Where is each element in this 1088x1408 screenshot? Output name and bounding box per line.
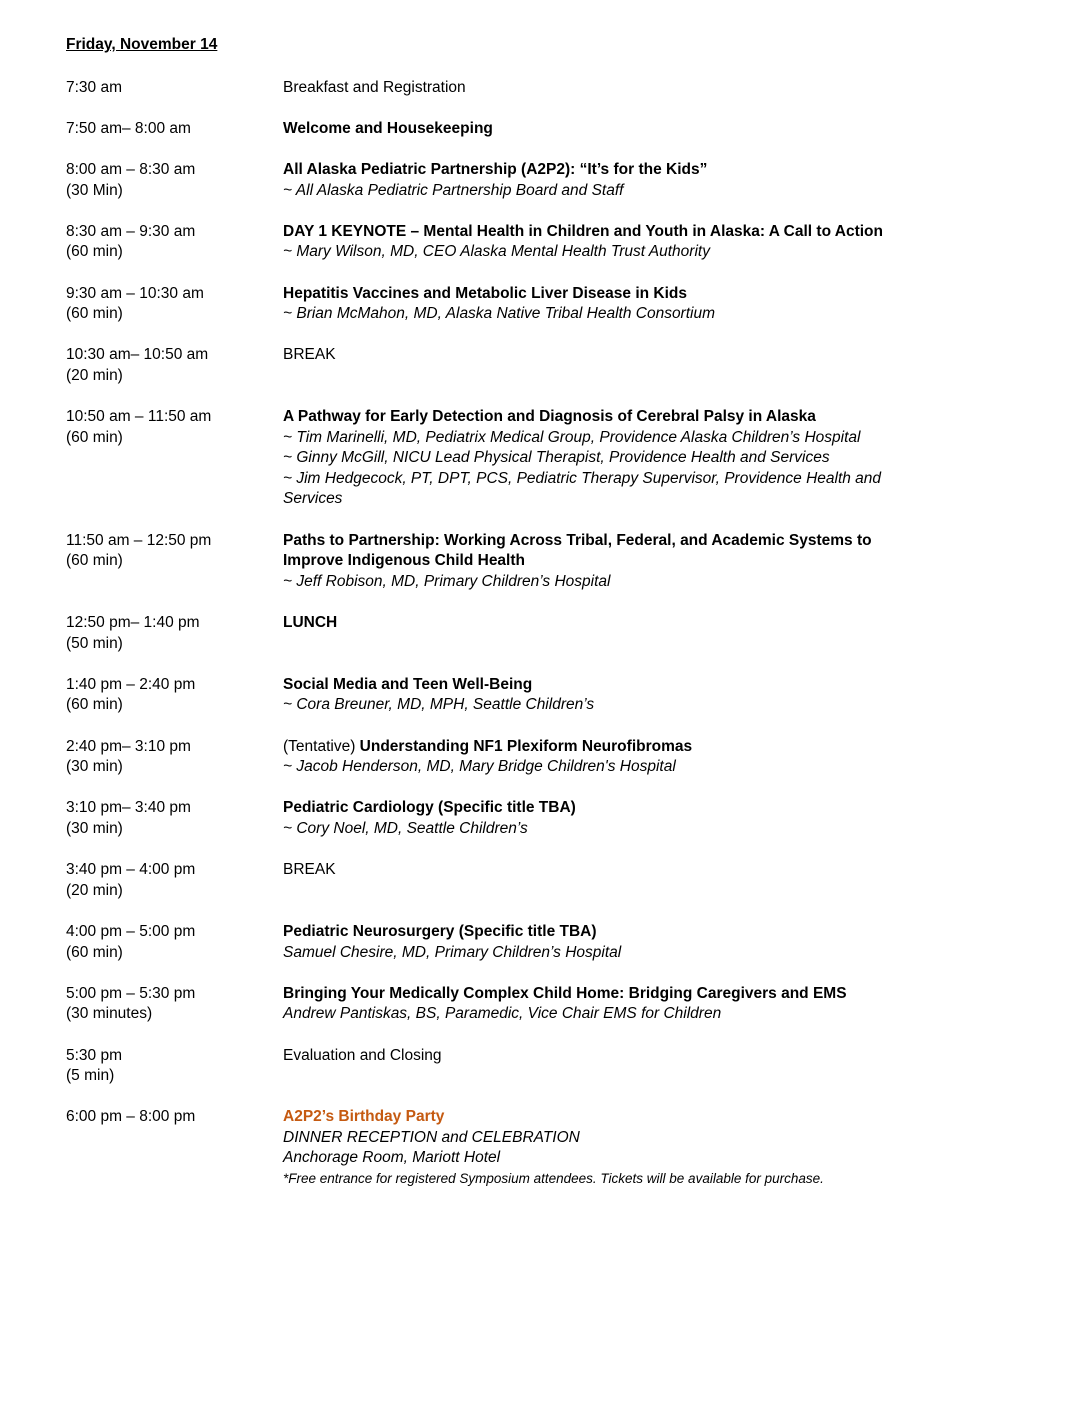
- event-line: [283, 345, 1048, 366]
- event-description-column: [283, 922, 1048, 963]
- event-time: 7:30 am: [66, 78, 123, 96]
- event-description-column: [283, 531, 1048, 593]
- event-line: [283, 613, 1048, 634]
- event-description-column: [283, 407, 1048, 510]
- event-line: [283, 1148, 1048, 1169]
- event-line: [283, 922, 1048, 943]
- event-text-segment: ~ Cory Noel, MD, Seattle Children’s: [283, 819, 528, 837]
- event-line: [283, 675, 1048, 696]
- schedule-row: [66, 737, 1048, 778]
- event-text-segment: Pediatric Cardiology (Specific title TBA): [283, 799, 576, 817]
- event-line: [283, 489, 1048, 510]
- event-line: [283, 943, 1048, 964]
- event-duration: (60 min): [66, 552, 123, 570]
- event-line: [283, 428, 1048, 449]
- event-text-segment: Andrew Pantiskas, BS, Paramedic, Vice Chair EMS for Children: [283, 1005, 722, 1023]
- event-text-segment: Pediatric Neurosurgery (Specific title TBA): [283, 922, 597, 940]
- schedule-row: [66, 531, 1048, 593]
- event-description-column: [283, 160, 1048, 201]
- event-description-column: [283, 78, 1048, 99]
- event-line: [283, 531, 1048, 552]
- event-line: [283, 407, 1048, 428]
- event-text-segment: ~ All Alaska Pediatric Partnership Board and Staff: [283, 181, 624, 199]
- schedule-row: [66, 222, 1048, 263]
- event-text-segment: ~ Jacob Henderson, MD, Mary Bridge Children's Hospital: [283, 758, 676, 776]
- event-duration: (60 min): [66, 428, 123, 446]
- event-time-column: [66, 922, 283, 963]
- event-line: [283, 469, 1048, 490]
- event-duration: (20 min): [66, 881, 123, 899]
- event-line: [283, 695, 1048, 716]
- event-time-column: [66, 1107, 283, 1128]
- event-time-column: [66, 737, 283, 778]
- event-description-column: [283, 798, 1048, 839]
- event-duration: (30 min): [66, 758, 123, 776]
- schedule-row: [66, 860, 1048, 901]
- event-line: [283, 78, 1048, 99]
- event-text-segment: Breakfast and Registration: [283, 78, 466, 96]
- event-description-column: [283, 119, 1048, 140]
- event-line: [283, 757, 1048, 778]
- event-line: [283, 448, 1048, 469]
- event-description-column: [283, 860, 1048, 881]
- event-line: [283, 284, 1048, 305]
- schedule-row: [66, 1107, 1048, 1189]
- event-time: 6:00 pm – 8:00 pm: [66, 1108, 196, 1126]
- event-time: 3:40 pm – 4:00 pm: [66, 861, 196, 879]
- event-time-column: [66, 531, 283, 572]
- schedule-row: [66, 675, 1048, 716]
- event-text-segment: Services: [283, 490, 343, 508]
- event-text-segment: DAY 1 KEYNOTE – Mental Health in Children and Youth in Alaska: A Call to Action: [283, 222, 883, 240]
- event-duration: (20 min): [66, 366, 123, 384]
- event-line: [283, 160, 1048, 181]
- event-description-column: [283, 222, 1048, 263]
- event-time: 7:50 am– 8:00 am: [66, 119, 191, 137]
- event-time: 11:50 am – 12:50 pm: [66, 531, 212, 549]
- event-time: 3:10 pm– 3:40 pm: [66, 799, 191, 817]
- schedule-row: [66, 613, 1048, 654]
- event-time-column: [66, 407, 283, 448]
- event-time-column: [66, 613, 283, 654]
- event-text-segment: Welcome and Housekeeping: [283, 119, 493, 137]
- schedule-row: [66, 922, 1048, 963]
- event-text-segment: Bringing Your Medically Complex Child Home: Bridging Caregivers and EMS: [283, 984, 847, 1002]
- schedule-row: [66, 1046, 1048, 1087]
- event-line: [283, 1004, 1048, 1025]
- event-description-column: [283, 1107, 1048, 1189]
- event-duration: (60 min): [66, 943, 123, 961]
- event-line: [283, 1169, 1048, 1190]
- event-time-column: [66, 798, 283, 839]
- event-time: 10:50 am – 11:50 am: [66, 408, 212, 426]
- event-text-segment: Evaluation and Closing: [283, 1046, 442, 1064]
- event-time-column: [66, 984, 283, 1025]
- event-description-column: [283, 984, 1048, 1025]
- event-text-segment: Understanding NF1 Plexiform Neurofibromas: [359, 737, 693, 755]
- event-text-segment: ~ Tim Marinelli, MD, Pediatrix Medical Group, Providence Alaska Children’s Hospital: [283, 428, 861, 446]
- event-time-column: [66, 284, 283, 325]
- event-description-column: [283, 284, 1048, 325]
- event-line: [283, 181, 1048, 202]
- event-text-segment: A2P2’s Birthday Party: [283, 1108, 445, 1126]
- schedule-row: [66, 407, 1048, 510]
- event-text-segment: BREAK: [283, 346, 336, 364]
- event-line: [283, 304, 1048, 325]
- event-description-column: [283, 613, 1048, 634]
- page-title: Friday, November 14: [66, 36, 218, 53]
- event-text-segment: BREAK: [283, 861, 336, 879]
- event-duration: (30 Min): [66, 181, 123, 199]
- event-time: 5:00 pm – 5:30 pm: [66, 984, 196, 1002]
- event-line: [283, 737, 1048, 758]
- event-text-segment: ~ Cora Breuner, MD, MPH, Seattle Children’s: [283, 696, 595, 714]
- event-time-column: [66, 860, 283, 901]
- event-duration: (60 min): [66, 305, 123, 323]
- event-time-column: [66, 222, 283, 263]
- event-time: 4:00 pm – 5:00 pm: [66, 922, 196, 940]
- event-line: [283, 819, 1048, 840]
- event-time-column: [66, 119, 283, 140]
- event-time: 8:00 am – 8:30 am: [66, 160, 196, 178]
- event-text-segment: ~ Jeff Robison, MD, Primary Children’s Hospital: [283, 572, 611, 590]
- event-time: 1:40 pm – 2:40 pm: [66, 675, 196, 693]
- event-text-segment: ~ Jim Hedgecock, PT, DPT, PCS, Pediatric Therapy Supervisor, Providence Health and: [283, 469, 882, 487]
- event-text-segment: DINNER RECEPTION and CELEBRATION: [283, 1128, 580, 1146]
- event-time: 2:40 pm– 3:10 pm: [66, 737, 191, 755]
- event-text-segment: ~ Ginny McGill, NICU Lead Physical Therapist, Providence Health and Services: [283, 449, 830, 467]
- event-duration: (60 min): [66, 696, 123, 714]
- event-text-segment: ~ Brian McMahon, MD, Alaska Native Tribal Health Consortium: [283, 305, 716, 323]
- event-line: [283, 984, 1048, 1005]
- event-description-column: [283, 675, 1048, 716]
- event-time-column: [66, 160, 283, 201]
- event-text-segment: Samuel Chesire, MD, Primary Children’s Hospital: [283, 943, 622, 961]
- event-time: 9:30 am – 10:30 am: [66, 284, 204, 302]
- event-line: [283, 798, 1048, 819]
- event-text-segment: Social Media and Teen Well-Being: [283, 675, 533, 693]
- event-time-column: [66, 345, 283, 386]
- event-text-segment: All Alaska Pediatric Partnership (A2P2): “It’s for the Kids”: [283, 160, 708, 178]
- event-duration: (5 min): [66, 1067, 115, 1085]
- event-line: [283, 119, 1048, 140]
- schedule-row: [66, 160, 1048, 201]
- event-time-column: [66, 1046, 283, 1087]
- event-line: [283, 860, 1048, 881]
- event-duration: (50 min): [66, 634, 123, 652]
- event-text-segment: A Pathway for Early Detection and Diagnosis of Cerebral Palsy in Alaska: [283, 408, 816, 426]
- event-text-segment: LUNCH: [283, 614, 338, 632]
- event-description-column: [283, 1046, 1048, 1067]
- event-duration: (60 min): [66, 243, 123, 261]
- event-text-segment: ~ Mary Wilson, MD, CEO Alaska Mental Health Trust Authority: [283, 243, 710, 261]
- schedule-row: [66, 78, 1048, 99]
- event-line: [283, 242, 1048, 263]
- event-time: 5:30 pm: [66, 1046, 123, 1064]
- event-line: [283, 572, 1048, 593]
- event-description-column: [283, 737, 1048, 778]
- event-text-segment: Hepatitis Vaccines and Metabolic Liver Disease in Kids: [283, 284, 688, 302]
- schedule-rows: [66, 78, 1048, 1190]
- event-line: [283, 551, 1048, 572]
- event-text-segment: Improve Indigenous Child Health: [283, 552, 525, 570]
- schedule-row: [66, 345, 1048, 386]
- schedule-row: [66, 119, 1048, 140]
- event-duration: (30 min): [66, 819, 123, 837]
- event-time: 10:30 am– 10:50 am: [66, 346, 209, 364]
- event-description-column: [283, 345, 1048, 366]
- schedule-row: [66, 798, 1048, 839]
- event-duration: (30 minutes): [66, 1005, 153, 1023]
- event-time-column: [66, 675, 283, 716]
- schedule-row: [66, 984, 1048, 1025]
- event-time-column: [66, 78, 283, 99]
- schedule-row: [66, 284, 1048, 325]
- event-text-segment: Paths to Partnership: Working Across Tribal, Federal, and Academic Systems to: [283, 531, 872, 549]
- event-text-segment: Anchorage Room, Mariott Hotel: [283, 1149, 501, 1167]
- event-line: [283, 222, 1048, 243]
- event-line: [283, 1128, 1048, 1149]
- event-time: 8:30 am – 9:30 am: [66, 222, 196, 240]
- event-text-segment: *Free entrance for registered Symposium attendees. Tickets will be available for purchase.: [283, 1171, 824, 1187]
- event-text-segment: (Tentative): [283, 737, 360, 755]
- event-line: [283, 1046, 1048, 1067]
- event-line: [283, 1107, 1048, 1128]
- event-time: 12:50 pm– 1:40 pm: [66, 614, 200, 632]
